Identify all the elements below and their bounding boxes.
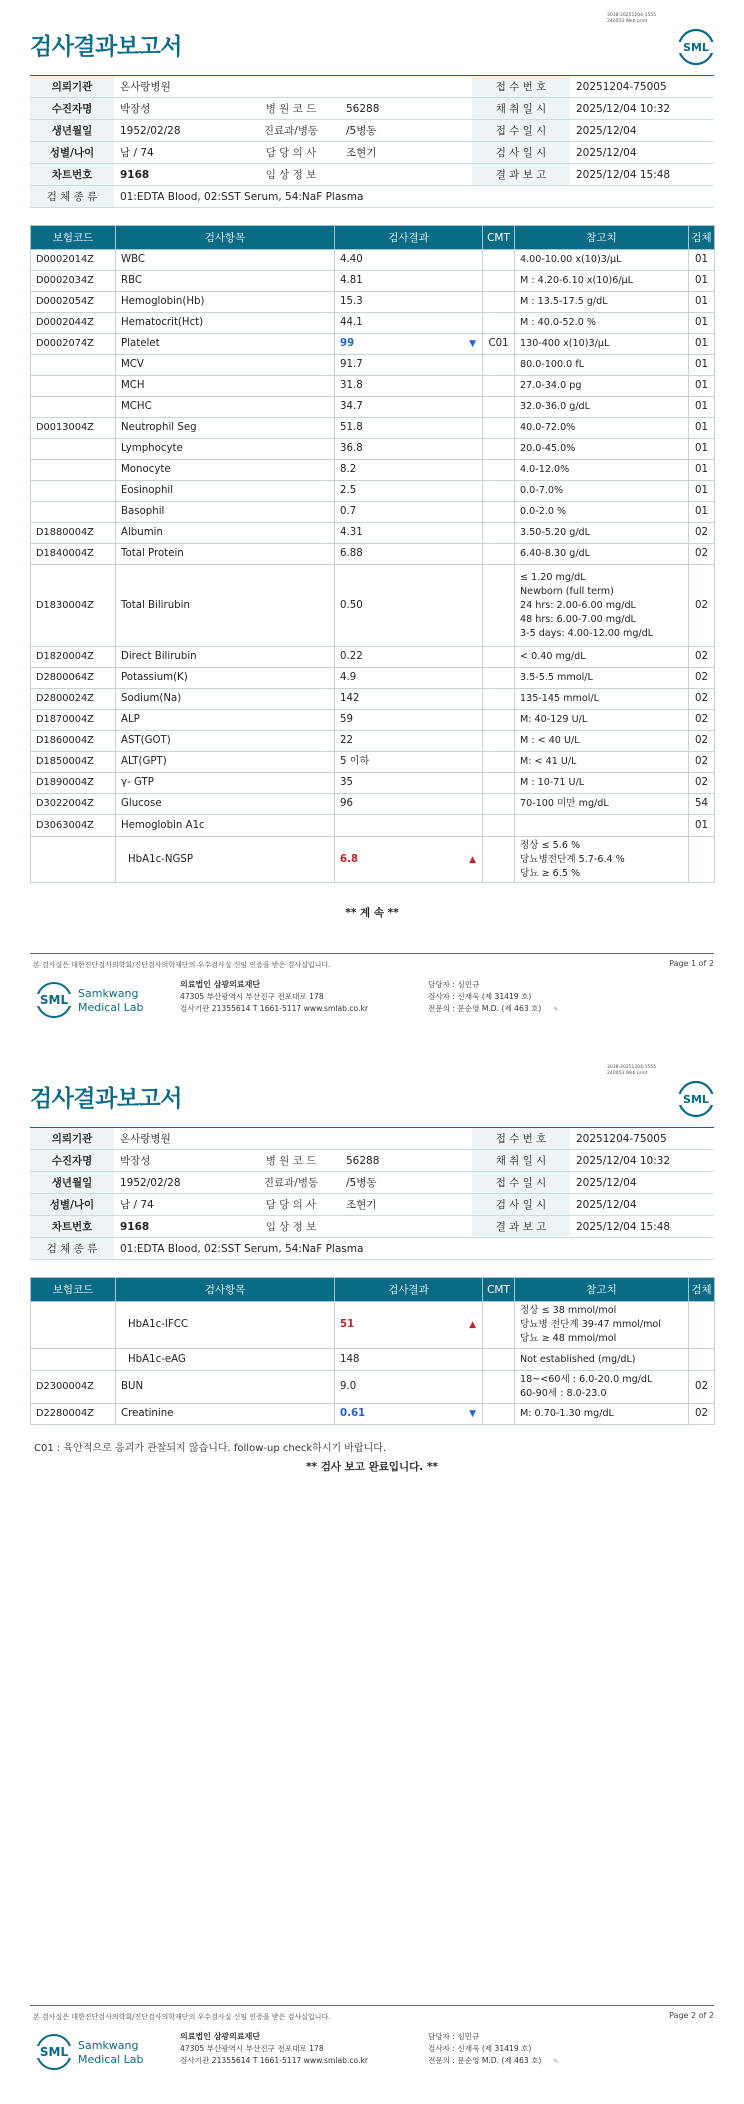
signature-icon: ✎: [553, 1006, 559, 1013]
report-title: 검사결과보고서: [30, 1086, 183, 1112]
table-row: D0002054Z Hemoglobin(Hb) 15.3 M : 13.5-17.5 g/dL 01: [31, 292, 715, 313]
org-info: 의료법인 삼광의료재단 47305 부산광역시 부산진구 전포대로 178 검사기관 21355614 T 1661-5117 www.smlab.co.kr: [180, 2032, 368, 2065]
table-row: D0002014Z WBC 4.40 4.00-10.00 x(10)3/μL 01: [31, 250, 715, 271]
report-title: 검사결과보고서: [30, 34, 183, 60]
report-page-2: [0, 1052, 744, 2104]
page-number: Page 1 of 2: [669, 959, 714, 968]
samkwang-logo: [34, 2030, 164, 2074]
table-row: D1860004Z AST(GOT) 22 M : < 40 U/L 02: [31, 731, 715, 752]
completed-text: ** 검사 보고 완료입니다. **: [306, 1461, 438, 1473]
certification-text: 본 검사실은 대한진단검사의학회/진단검사의학재단의 우수검사실 신임 인증을 받은 검사실입니다.: [33, 961, 331, 969]
samkwang-logo: [34, 978, 164, 1022]
svg-text:Samkwang: Samkwang: [78, 2039, 139, 2052]
table-row: D1820004Z Direct Bilirubin 0.22 < 0.40 mg/dL 02: [31, 647, 715, 668]
col-result: 검사결과: [335, 226, 483, 250]
sml-logo: [676, 1079, 716, 1119]
svg-text:Medical Lab: Medical Lab: [78, 2053, 144, 2066]
table-row: D1880004Z Albumin 4.31 3.50-5.20 g/dL 02: [31, 523, 715, 544]
svg-text:SML: SML: [39, 2045, 69, 2059]
continued-text: ** 계 속 **: [345, 907, 399, 919]
report-code: 3038-20251204-1555 240053 Web print: [607, 13, 657, 24]
org-info: 의료법인 삼광의료재단 47305 부산광역시 부산진구 전포대로 178 검사기관 21355614 T 1661-5117 www.smlab.co.kr: [180, 980, 368, 1013]
table-row: Lymphocyte 36.8 20.0-45.0% 01: [31, 439, 715, 460]
results-table-page2: 보험코드 검사항목 검사결과 CMT 참고치 검체 HbA1c-IFCC 51 ▲ 정상 ≤ 38 mmol/mol 당뇨병 전단계 39-47 mmol/mol 당뇨 ≥ 48 mmol/mol HbA1c-eAG 148 Not established (mg/dL) D2300004Z BUN 9.0 18~<60세 : 6.0-20.0 mg/dL 60-90세 : 8.0-23.0 02 D2280004Z Creatinine 0.61 ▼ M: 0.70-1.30 mg/dL 02: [30, 1277, 715, 1425]
table-row: MCHC 34.7 32.0-36.0 g/dL 01: [31, 397, 715, 418]
table-row: D1870004Z ALP 59 M: 40-129 U/L 02: [31, 710, 715, 731]
col-test-item: 검사항목: [116, 226, 335, 250]
table-row: Basophil 0.7 0.0-2.0 % 01: [31, 502, 715, 523]
svg-text:SML: SML: [39, 993, 69, 1007]
table-row: D0013004Z Neutrophil Seg 51.8 40.0-72.0% 01: [31, 418, 715, 439]
svg-text:Samkwang: Samkwang: [78, 987, 139, 1000]
col-reference: 참고치: [515, 226, 689, 250]
svg-text:SML: SML: [683, 41, 709, 54]
patient-info-table: 의뢰기관 온사랑병원 접 수 번 호 20251204-75005 수진자명 박장성 병 원 코 드 56288 채 취 일 시 2025/12/04 10:32 생년월일 1952/02/28 진료과/병동 /5병동 접 수 일 시 2025/12/04 성별/나이 남 / 74 담 당 의 사 조현기 검 사 일 시 2025/12/04 차트번호 9168 임 상 정 보 결 과 보 고 2025/12/04 15:48 검 체 종 류 01:EDTA Blood, 02:SST Serum, 54:NaF Plasma: [30, 1127, 714, 1260]
col-cmt: CMT: [483, 226, 515, 250]
patient-info-table: 의뢰기관 온사랑병원 접 수 번 호 20251204-75005 수진자명 박장성 병 원 코 드 56288 채 취 일 시 2025/12/04 10:32 생년월일 1952/02/28 진료과/병동 /5병동 접 수 일 시 2025/12/04 성별/나이 남 / 74 담 당 의 사 조현기 검 사 일 시 2025/12/04 차트번호 9168 임 상 정 보 결 과 보 고 2025/12/04 15:48 검 체 종 류 01:EDTA Blood, 02:SST Serum, 54:NaF Plasma: [30, 75, 714, 208]
table-row: HbA1c-IFCC 51 ▲ 정상 ≤ 38 mmol/mol 당뇨병 전단계 39-47 mmol/mol 당뇨 ≥ 48 mmol/mol: [31, 1302, 715, 1349]
report-code: 3038-20251204-1555 240053 Web print: [607, 1065, 657, 1076]
results-table-page1: [30, 225, 715, 883]
table-row: MCH 31.8 27.0-34.0 pg 01: [31, 376, 715, 397]
table-row: D2800064Z Potassium(K) 4.9 3.5-5.5 mmol/L 02: [31, 668, 715, 689]
table-row: D1840004Z Total Protein 6.88 6.40-8.30 g/dL 02: [31, 544, 715, 565]
col-insurance-code: 보험코드: [31, 226, 116, 250]
table-row: Monocyte 8.2 4.0-12.0% 01: [31, 460, 715, 481]
svg-text:Medical Lab: Medical Lab: [78, 1001, 144, 1014]
col-specimen: 검체: [689, 226, 715, 250]
table-row: D0002044Z Hematocrit(Hct) 44.1 M : 40.0-52.0 % 01: [31, 313, 715, 334]
table-row: HbA1c-NGSP 6.8 ▲ 정상 ≤ 5.6 % 당뇨병전단계 5.7-6.4 % 당뇨 ≥ 6.5 %: [31, 837, 715, 883]
comment-note: C01 : 육안적으로 응괴가 관찰되지 않습니다. follow-up check하시기 바랍니다.: [34, 1443, 387, 1454]
page-number: Page 2 of 2: [669, 2011, 714, 2020]
low-flag-icon: ▼: [469, 1409, 476, 1419]
table-row: D2280004Z Creatinine 0.61 ▼ M: 0.70-1.30 mg/dL 02: [31, 1404, 715, 1425]
table-row: D3022004Z Glucose 96 70-100 미만 mg/dL 54: [31, 794, 715, 815]
table-row: HbA1c-eAG 148 Not established (mg/dL): [31, 1349, 715, 1371]
high-flag-icon: ▲: [469, 854, 476, 865]
signature-icon: ✎: [553, 2058, 559, 2065]
sml-logo: [676, 27, 716, 67]
table-row: Eosinophil 2.5 0.0-7.0% 01: [31, 481, 715, 502]
table-row: D1830004Z Total Bilirubin 0.50 ≤ 1.20 mg/dL Newborn (full term) 24 hrs: 2.00-6.00 mg/dL 48 hrs: 6.00-7.00 mg/dL 3-5 days: 4.00-12.00 mg/dL 02: [31, 565, 715, 647]
staff-info: 담당자 : 심민규 검사자 : 신재욱 (제 31419 호) 전문의 : 문순영 M.D. (제 463 호) ✎: [428, 979, 558, 1016]
staff-info: 담당자 : 심민규 검사자 : 신재욱 (제 31419 호) 전문의 : 문순영 M.D. (제 463 호) ✎: [428, 2031, 558, 2068]
certification-text: 본 검사실은 대한진단검사의학회/진단검사의학재단의 우수검사실 신임 인증을 받은 검사실입니다.: [33, 2013, 331, 2021]
table-row: MCV 91.7 80.0-100.0 fL 01: [31, 355, 715, 376]
table-row: D3063004Z Hemoglobin A1c 01: [31, 815, 715, 837]
svg-text:SML: SML: [683, 1093, 709, 1106]
high-flag-icon: ▲: [469, 1320, 476, 1330]
table-row: D2800024Z Sodium(Na) 142 135-145 mmol/L 02: [31, 689, 715, 710]
table-row: D0002034Z RBC 4.81 M : 4.20-6.10 x(10)6/μL 01: [31, 271, 715, 292]
table-row: D1890004Z γ- GTP 35 M : 10-71 U/L 02: [31, 773, 715, 794]
table-row: D0002074Z Platelet 99 ▼ C01 130-400 x(10)3/μL 01: [31, 334, 715, 355]
table-row: D1850004Z ALT(GPT) 5 이하 M: < 41 U/L 02: [31, 752, 715, 773]
low-flag-icon: ▼: [469, 339, 476, 349]
table-row: D2300004Z BUN 9.0 18~<60세 : 6.0-20.0 mg/dL 60-90세 : 8.0-23.0 02: [31, 1371, 715, 1404]
